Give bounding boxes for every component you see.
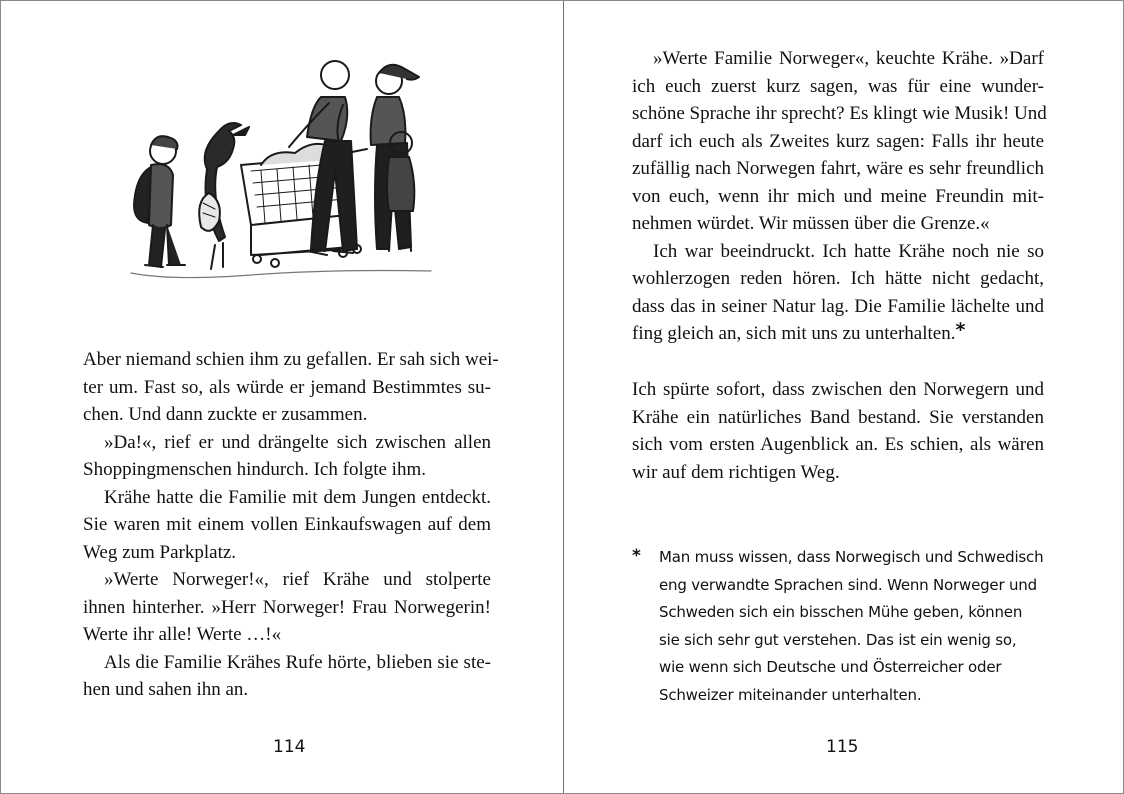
footnote-line: wie wenn sich Deutsche und Österreicher oder (659, 658, 1002, 676)
text-line: Sie waren mit einem vollen Einkaufswagen auf dem (83, 514, 491, 535)
text-line: Shoppingmenschen hindurch. Ich folgte ihm. (83, 459, 426, 480)
right-page (564, 1, 1123, 793)
text-line: zufällig nach Norwegen fahrt, wäre es sehr freundlich (632, 158, 1044, 179)
paragraph (632, 376, 1044, 486)
text-line: Krähe ein natürliches Band bestand. Sie verstanden (632, 406, 1044, 428)
text-line: ihnen hinterher. »Herr Norweger! Frau Norwegerin! (83, 596, 491, 618)
text-line: »Da!«, rief er und drängelte sich zwischen allen (104, 431, 491, 453)
text-line: darf ich euch als Zweites kurz sagen: Falls ihr heute (632, 130, 1044, 152)
father-head (321, 61, 349, 89)
text-line: Weg zum Parkplatz. (83, 541, 237, 563)
paragraph (83, 346, 499, 704)
footnote-line: Schweizer miteinander unterhalten. (659, 685, 922, 704)
text-line: wohlerzogen reden hören. Ich hätte nicht gedacht, (632, 268, 1044, 289)
text-line: Als die Familie Krähes Rufe hörte, blieben sie ste- (104, 651, 491, 673)
page-number: 115 (826, 737, 859, 757)
footnote-line: eng verwandte Sprachen sind. Wenn Norweger und (659, 575, 1037, 594)
text-line: hen und sahen ihn an. (83, 679, 249, 700)
page-number: 114 (273, 737, 306, 757)
footnote-marker: * (632, 546, 641, 566)
text-line: Krähe hatte die Familie mit dem Jungen entdeckt. (104, 486, 491, 508)
text-line-content: fing gleich an, sich mit uns zu unterhalten. (632, 323, 956, 344)
footnote-line: Man muss wissen, dass Norwegisch und Schwedisch (659, 548, 1044, 566)
text-line: sich vom ersten Augenblick an. Es schien, als wären (632, 434, 1044, 455)
footnote-line: sie sich sehr gut verstehen. Das ist ein wenig so, (659, 630, 1017, 649)
text-line: von euch, wenn ihr mich und meine Freundin mit- (632, 185, 1044, 207)
text-line: dass das in seiner Natur lag. Die Familie lächelte und (632, 295, 1044, 317)
footnote-reference: * (955, 319, 966, 341)
paragraph (632, 45, 1047, 348)
text-line: Ich spürte sofort, dass zwischen den Norwegern und (632, 379, 1044, 400)
text-line: Aber niemand schien ihm zu gefallen. Er sah sich wei- (83, 349, 499, 370)
text-line: chen. Und dann zuckte er zusammen. (83, 404, 368, 425)
illustration-family-shopping-cart (111, 53, 461, 288)
text-line: »Werte Familie Norweger«, keuchte Krähe. »Darf (653, 48, 1044, 69)
text-line: wir auf dem richtigen Weg. (632, 461, 840, 483)
left-page (1, 1, 564, 793)
text-line: ter um. Fast so, als würde er jemand Bestimmtes su- (83, 376, 491, 398)
text-line: ich euch zuerst kurz sagen, was für eine wunder- (632, 75, 1044, 97)
text-line (632, 320, 1044, 348)
footnote-line: Schweden sich ein bisschen Mühe geben, können (659, 603, 1023, 621)
text-line: nehmen würdet. Wir müssen über die Grenze.« (632, 213, 990, 234)
book-spread (1, 1, 1123, 793)
text-line: Ich war beeindruckt. Ich hatte Krähe noch nie so (653, 240, 1044, 262)
footnote (632, 544, 1072, 709)
text-line: schöne Sprache ihr sprecht? Es klingt wie Musik! Und (632, 103, 1047, 124)
text-line: »Werte Norweger!«, rief Krähe und stolperte (104, 569, 491, 590)
text-line: Werte ihr alle! Werte …!« (83, 624, 282, 645)
